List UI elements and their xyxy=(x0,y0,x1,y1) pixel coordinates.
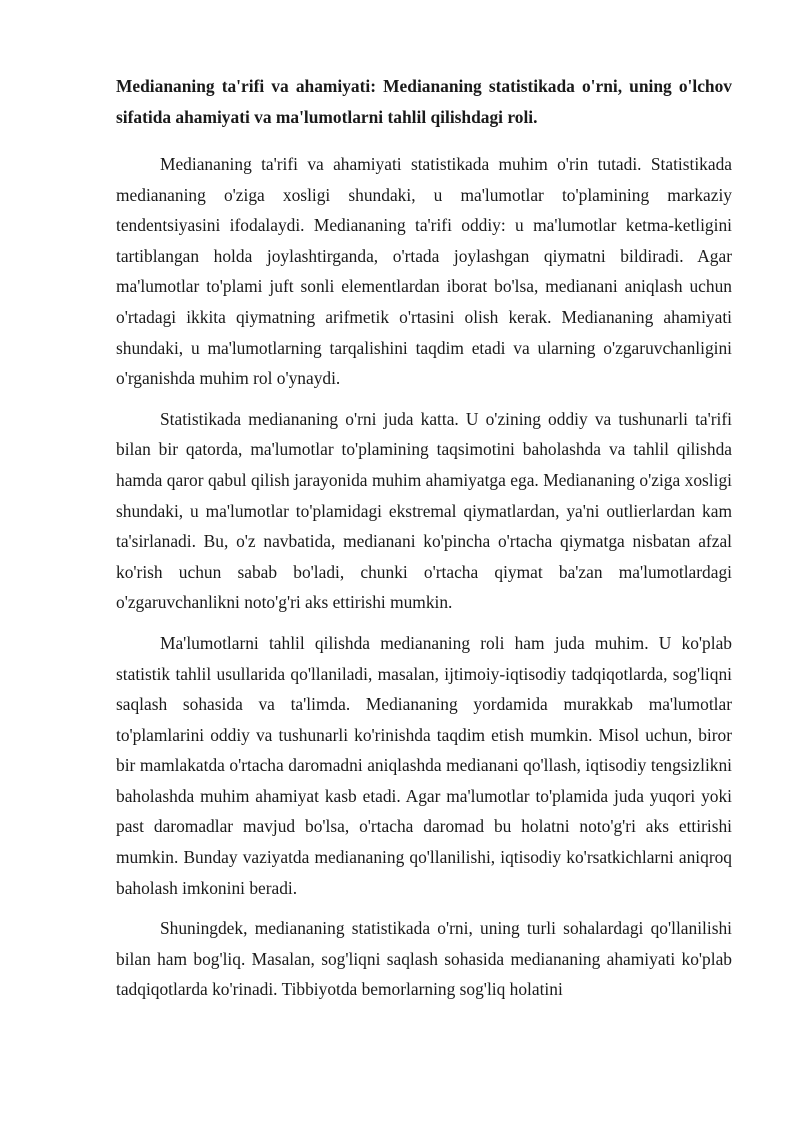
paragraph-3: Ma'lumotlarni tahlil qilishda mediananing roli ham juda muhim. U ko'plab statistik tahlil usullarida qo'llaniladi, masalan, ijtimoiy-iqtisodiy tadqiqotlarda, sog'liqni saqlash sohasida va ta'limda. Mediananing yordamida murakkab ma'lumotlar to'plamlarini oddiy va tushunarli ko'rinishda taqdim etish mumkin. Misol uchun, biror bir mamlakatda o'rtacha daromadni aniqlashda medianani qo'llash, iqtisodiy tengsizlikni baholashda muhim ahamiyat kasb etadi. Agar ma'lumotlar to'plamida juda yuqori yoki past daromadlar mavjud bo'lsa, o'rtacha daromad bu holatni noto'g'ri aks ettirishi mumkin. Bunday vaziyatda mediananing qo'llanilishi, iqtisodiy ko'rsatkichlarni aniqroq baholash imkonini beradi. xyxy=(116,632,732,898)
document-title: Mediananing ta'rifi va ahamiyati: Mediananing statistikada o'rni, uning o'lchov sifatida ahamiyati va ma'lumotlarni tahlil qilishdagi roli. xyxy=(116,76,732,127)
paragraph-4: Shuningdek, mediananing statistikada o'rni, uning turli sohalardagi qo'llanilishi bilan ham bog'liq. Masalan, sog'liqni saqlash sohasida mediananing ahamiyati ko'plab tadqiqotlarda ko'rinadi. Tibbiyotda bemorlarning sog'liq holatini xyxy=(116,918,732,1000)
paragraph-2: Statistikada mediananing o'rni juda katta. U o'zining oddiy va tushunarli ta'rifi bilan bir qatorda, ma'lumotlar to'plamining taqsimotini baholashda va tahlil qilishda hamda qaror qabul qilish jarayonida muhim ahamiyatga ega. Mediananing o'ziga xosligi shundaki, u ma'lumotlar to'plamidagi ekstremal qiymatlardan, ya'ni outlierlardan kam ta'sirlanadi. Bu, o'z navbatida, medianani ko'pincha o'rtacha qiymatga nisbatan afzal ko'rish uchun sabab bo'ladi, chunki o'rtacha qiymat ba'zan ma'lumotlardagi o'zgaruvchanlikni noto'g'ri aks ettirishi mumkin. xyxy=(116,408,732,613)
paragraph-1: Mediananing ta'rifi va ahamiyati statistikada muhim o'rin tutadi. Statistikada mediananing o'ziga xosligi shundaki, u ma'lumotlar to'plamining markaziy tendentsiyasini ifodalaydi. Mediananing ta'rifi oddiy: u ma'lumotlar ketma-ketligini tartiblangan holda joylashtirganda, o'rtada joylashgan qiymatni bildiradi. Agar ma'lumotlar to'plami juft sonli elementlardan iborat bo'lsa, medianani aniqlash uchun o'rtadagi ikkita qiymatning arifmetik o'rtasini olish kerak. Mediananing ahamiyati shundaki, u ma'lumotlarning tarqalishini taqdim etadi va ularning o'zgaruvchanligini o'rganishda muhim rol o'ynaydi. xyxy=(116,154,732,389)
